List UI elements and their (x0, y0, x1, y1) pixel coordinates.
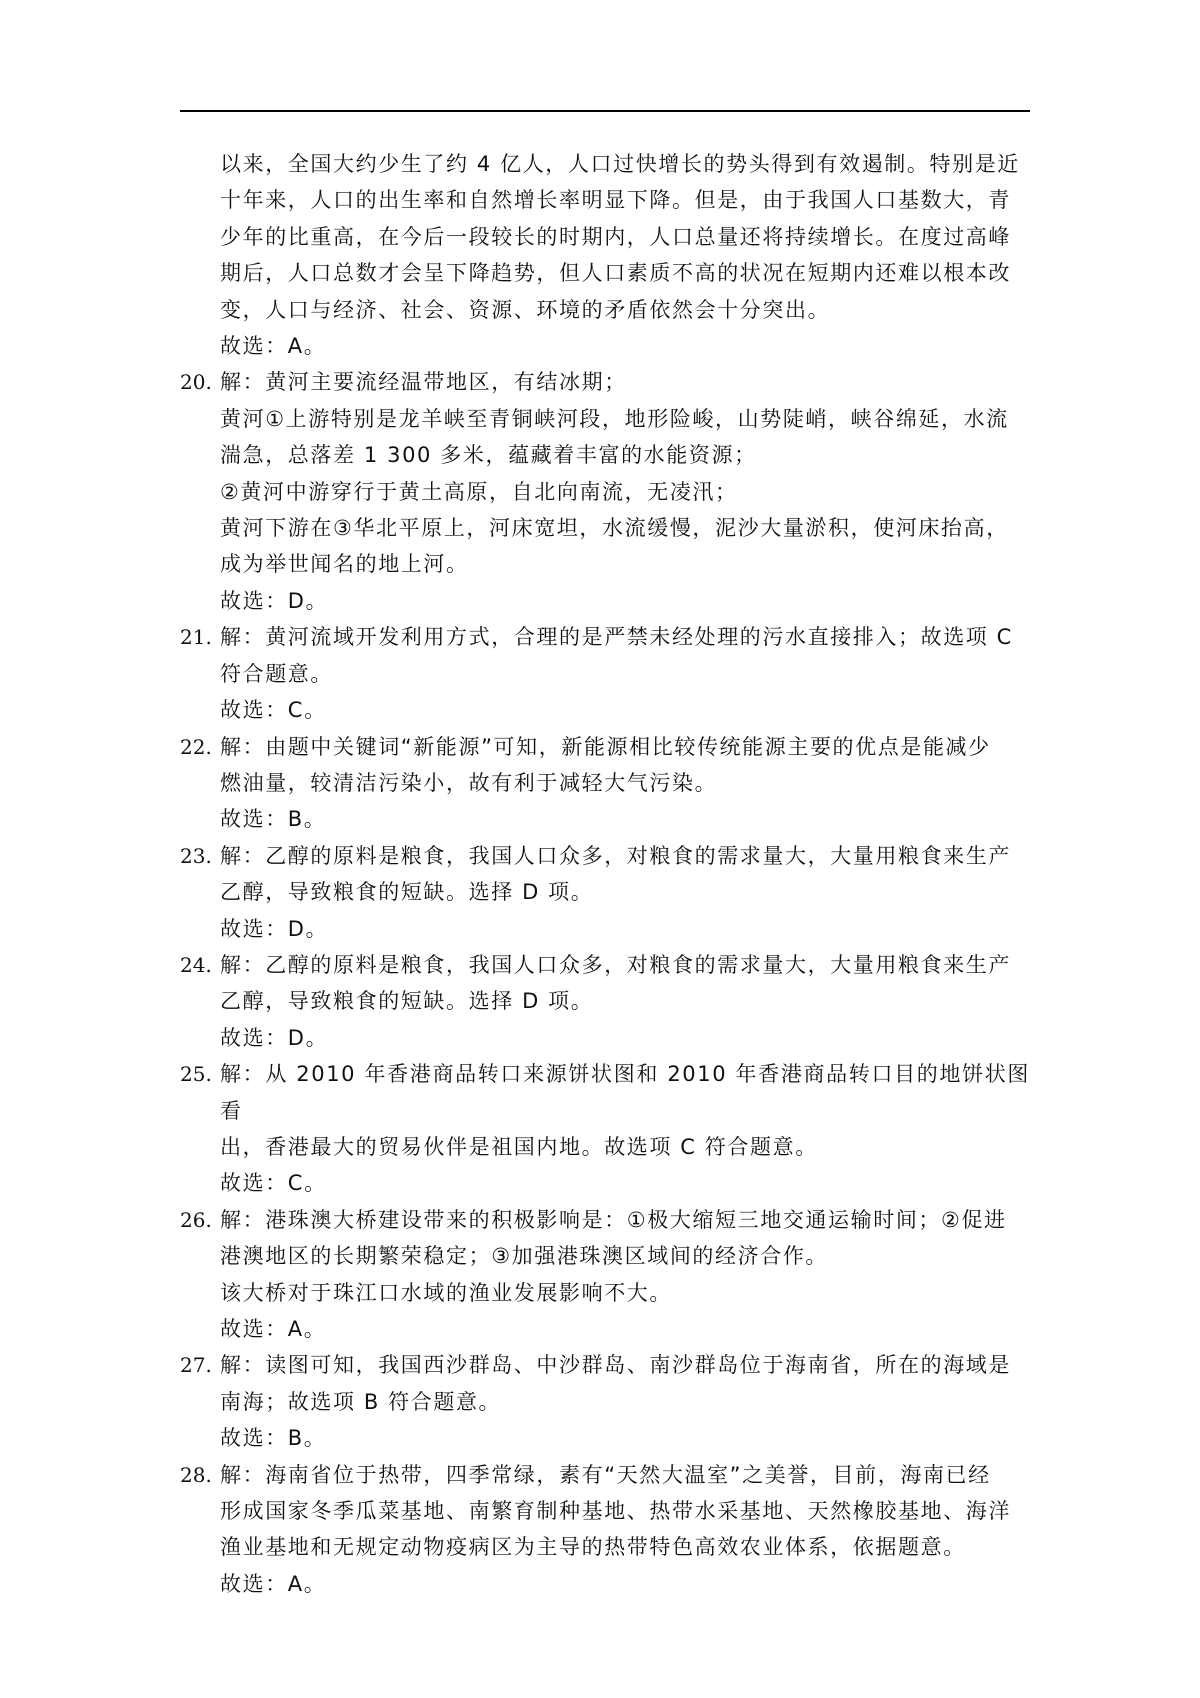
answer-line: 故选：A。 (220, 1571, 327, 1596)
answer-line: 故选：B。 (220, 807, 327, 832)
text-line: 解：由题中关键词“新能源”可知，新能源相比较传统能源主要的优点是能减少 (220, 734, 991, 759)
text-line: 解：港珠澳大桥建设带来的积极影响是：①极大缩短三地交通运输时间；②促进 (220, 1207, 1007, 1232)
text-line: 期后，人口总数才会呈下降趋势，但人口素质不高的状况在短期内还难以根本改 (220, 261, 1011, 286)
question-26 (180, 1202, 1030, 1348)
text-line: 成为举世闻名的地上河。 (220, 552, 469, 577)
text-line: 解：黄河流域开发利用方式，合理的是严禁未经处理的污水直接排入；故选项 C (220, 625, 1013, 650)
text-line: 渔业基地和无规定动物疫病区为主导的热带特色高效农业体系，依据题意。 (220, 1535, 966, 1560)
answer-line: 故选：C。 (220, 698, 327, 723)
text-line: 解：从 2010 年香港商品转口来源饼状图和 2010 年香港商品转口目的地饼状图看 (220, 1062, 1030, 1123)
question-number: 22. (180, 734, 212, 759)
text-line: 少年的比重高，在今后一段较长的时期内，人口总量还将持续增长。在度过高峰 (220, 224, 1011, 249)
question-23 (180, 838, 1030, 947)
text-line: 该大桥对于珠江口水域的渔业发展影响不大。 (220, 1280, 672, 1305)
text-line: 港澳地区的长期繁荣稳定；③加强港珠澳区域间的经济合作。 (220, 1244, 829, 1269)
text-line: 南海；故选项 B 符合题意。 (220, 1389, 502, 1414)
answer-line: 故选：B。 (220, 1426, 327, 1451)
header-rule (180, 110, 1030, 112)
question-number: 20. (180, 370, 212, 395)
text-line: 黄河下游在③华北平原上，河床宽坦，水流缓慢，泥沙大量淤积，使河床抬高， (220, 516, 1009, 541)
text-line: 解：乙醇的原料是粮食，我国人口众多，对粮食的需求量大，大量用粮食来生产 (220, 952, 1011, 977)
question-number: 24. (180, 952, 212, 977)
intro-paragraph (180, 146, 1030, 364)
text-line: 乙醇，导致粮食的短缺。选择 D 项。 (220, 880, 594, 905)
text-line: 湍急，总落差 1 300 多米，蕴藏着丰富的水能资源； (220, 443, 757, 468)
question-24 (180, 947, 1030, 1056)
question-number: 28. (180, 1462, 212, 1487)
question-27 (180, 1347, 1030, 1456)
question-21 (180, 619, 1030, 728)
question-number: 21. (180, 625, 212, 650)
question-25 (180, 1056, 1030, 1202)
text-line: 燃油量，较清洁污染小，故有利于减轻大气污染。 (220, 770, 718, 795)
answer-content (180, 146, 1030, 1602)
answer-line: 故选：D。 (220, 588, 329, 613)
text-line: 十年来，人口的出生率和自然增长率明显下降。但是，由于我国人口基数大，青 (220, 188, 1011, 213)
text-line: 黄河①上游特别是龙羊峡至青铜峡河段，地形险峻，山势陡峭，峡谷绵延，水流 (220, 406, 1009, 431)
answer-line: 故选：C。 (220, 1171, 327, 1196)
answer-line: 故选：A。 (220, 334, 327, 359)
text-line: 解：海南省位于热带，四季常绿，素有“天然大温室”之美誉，目前，海南已经 (220, 1462, 991, 1487)
question-number: 26. (180, 1207, 212, 1232)
answer-line: 故选：D。 (220, 916, 329, 941)
text-line: 解：读图可知，我国西沙群岛、中沙群岛、南沙群岛位于海南省，所在的海域是 (220, 1353, 1011, 1378)
question-number: 25. (180, 1062, 212, 1087)
text-line: 符合题意。 (220, 661, 333, 686)
question-number: 23. (180, 843, 212, 868)
text-line: 变，人口与经济、社会、资源、环境的矛盾依然会十分突出。 (220, 297, 831, 322)
text-line: 解：乙醇的原料是粮食，我国人口众多，对粮食的需求量大，大量用粮食来生产 (220, 843, 1011, 868)
question-number: 27. (180, 1353, 212, 1378)
text-line: 解：黄河主要流经温带地区，有结冰期； (220, 370, 627, 395)
answer-line: 故选：D。 (220, 1025, 329, 1050)
text-line: 形成国家冬季瓜菜基地、南繁育制种基地、热带水采基地、天然橡胶基地、海洋 (220, 1499, 1011, 1524)
question-22 (180, 729, 1030, 838)
text-line: 出，香港最大的贸易伙伴是祖国内地。故选项 C 符合题意。 (220, 1134, 818, 1159)
question-28 (180, 1457, 1030, 1603)
text-line: 以来，全国大约少生了约 4 亿人，人口过快增长的势头得到有效遏制。特别是近 (220, 152, 1020, 176)
text-line: ②黄河中游穿行于黄土高原，自北向南流，无凌汛； (220, 479, 738, 504)
answer-line: 故选：A。 (220, 1317, 327, 1341)
question-20 (180, 364, 1030, 619)
text-line: 乙醇，导致粮食的短缺。选择 D 项。 (220, 989, 594, 1014)
